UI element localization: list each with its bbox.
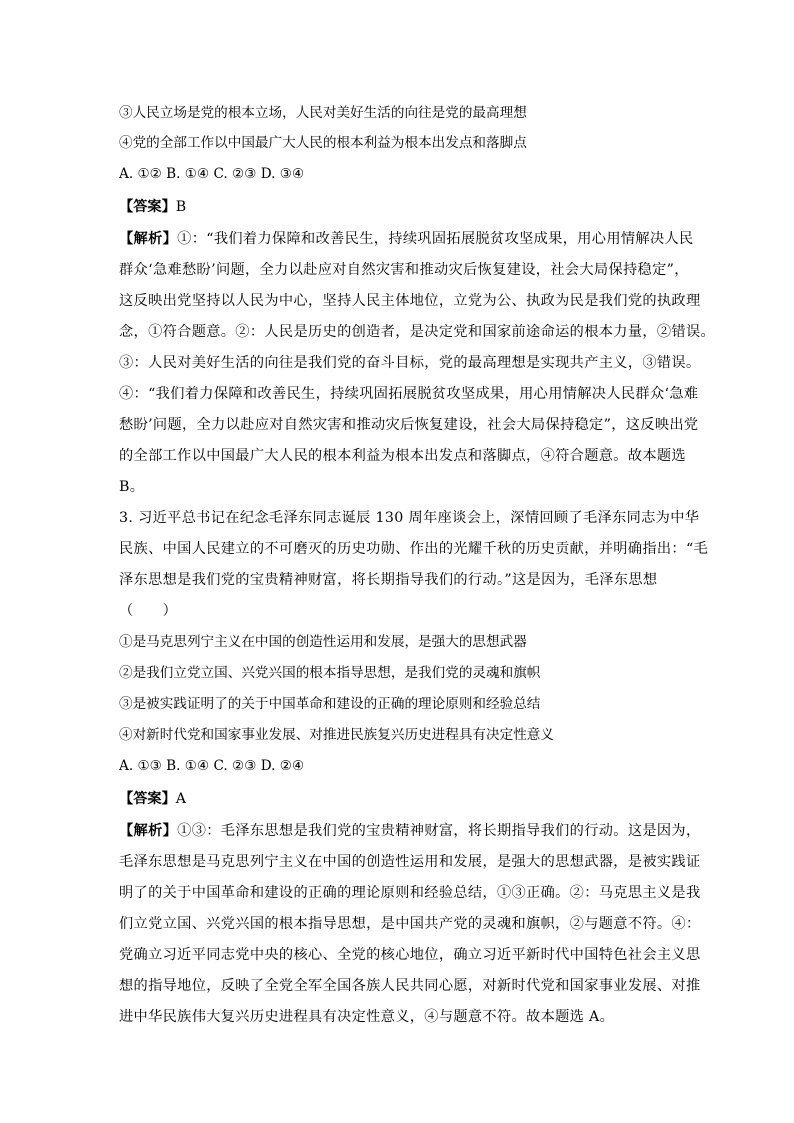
q3-analysis-line-4: 们立党立国、兴党兴国的根本指导思想，是中国共产党的灵魂和旗帜，②与题意不符。④： [119, 916, 701, 932]
q2-analysis-line-8: 的全部工作以中国最广大人民的根本利益为根本出发点和落脚点，④符合题意。故本题选 [119, 448, 686, 464]
q3-answer [119, 788, 679, 810]
q3-stem-line-4: （ ） [119, 603, 178, 619]
q2-analysis-line-1 [119, 228, 694, 250]
q3-option-3: ③是被实践证明了的关于中国革命和建设的正确的理论原则和经验总结 [119, 696, 541, 712]
q3-analysis-line-6: 想的指导地位，反映了全党全军全国各族人民共同心愿，对新时代党和国家事业发展、对推 [119, 978, 701, 994]
answer-label: 【答案】 [119, 791, 176, 807]
answer-label: 【答案】 [119, 199, 176, 215]
analysis-label: 【解析】 [119, 231, 178, 247]
q2-analysis-line-4: 念，①符合题意。②：人民是历史的创造者，是决定党和国家前途命运的根本力量，②错误。 [119, 324, 716, 340]
q2-answer [119, 196, 679, 218]
q3-option-1: ①是马克思列宁主义在中国的创造性运用和发展，是强大的思想武器 [119, 634, 527, 650]
q3-stem-line-2: 民族、中国人民建立的不可磨灭的历史功勋、作出的光耀千秋的历史贡献，并明确指出：“毛 [119, 541, 709, 557]
q3-analysis-line-7: 进中华民族伟大复兴历史进程具有决定性意义，④与题意不符。故本题选 A。 [119, 1009, 615, 1025]
q3-analysis-line-1 [119, 820, 701, 842]
q2-option-3: ③人民立场是党的根本立场，人民对美好生活的向往是党的最高理想 [119, 105, 527, 121]
analysis-label: 【解析】 [119, 823, 178, 839]
q2-analysis-line-2: 群众‘急难愁盼’问题，全力以赴应对自然灾害和推动灾后恢复建设，社会大局保持稳定”， [119, 262, 689, 278]
q2-choices: A. ①② B. ①④ C. ②③ D. ③④ [119, 166, 305, 182]
answer-value: A [175, 791, 187, 807]
analysis-text: ①③：毛泽东思想是我们党的宝贵精神财富，将长期指导我们的行动。这是因为， [177, 823, 701, 839]
answer-value: B [175, 199, 187, 215]
q3-option-4: ④对新时代党和国家事业发展、对推进民族复兴历史进程具有决定性意义 [119, 727, 554, 743]
q3-choices: A. ①③ B. ①④ C. ②③ D. ②④ [119, 758, 305, 774]
q3-stem-line-1: 3. 习近平总书记在纪念毛泽东同志诞辰 130 周年座谈会上，深情回顾了毛泽东同志为中华 [119, 510, 700, 526]
q2-analysis-line-5: ③：人民对美好生活的向往是我们党的奋斗目标，党的最高理想是实现共产主义，③错误。 [119, 355, 701, 371]
analysis-text: ①：“我们着力保障和改善民生，持续巩固拓展脱贫攻坚成果，用心用情解决人民 [177, 231, 694, 247]
q2-analysis-line-9: B。 [119, 479, 145, 495]
q3-analysis-line-3: 明了的关于中国革命和建设的正确的理论原则和经验总结，①③正确。②：马克思主义是我 [119, 885, 701, 901]
q3-stem-line-3: 泽东思想是我们党的宝贵精神财富，将长期指导我们的行动。”这是因为，毛泽东思想 [119, 572, 658, 588]
q2-analysis-line-6: ④：“我们着力保障和改善民生，持续巩固拓展脱贫攻坚成果，用心用情解决人民群众‘急难 [119, 386, 699, 402]
q3-analysis-line-2: 毛泽东思想是马克思列宁主义在中国的创造性运用和发展，是强大的思想武器，是被实践证 [119, 854, 701, 870]
q2-option-4: ④党的全部工作以中国最广大人民的根本利益为根本出发点和落脚点 [119, 135, 527, 151]
q3-analysis-line-5: 党确立习近平同志党中央的核心、全党的核心地位，确立习近平新时代中国特色社会主义思 [119, 947, 701, 963]
q3-option-2: ②是我们立党立国、兴党兴国的根本指导思想，是我们党的灵魂和旗帜 [119, 665, 541, 681]
q2-analysis-line-7: 愁盼’问题，全力以赴应对自然灾害和推动灾后恢复建设，社会大局保持稳定”，这反映出党 [119, 417, 699, 433]
q2-analysis-line-3: 这反映出党坚持以人民为中心，坚持人民主体地位，立党为公、执政为民是我们党的执政理 [119, 293, 701, 309]
